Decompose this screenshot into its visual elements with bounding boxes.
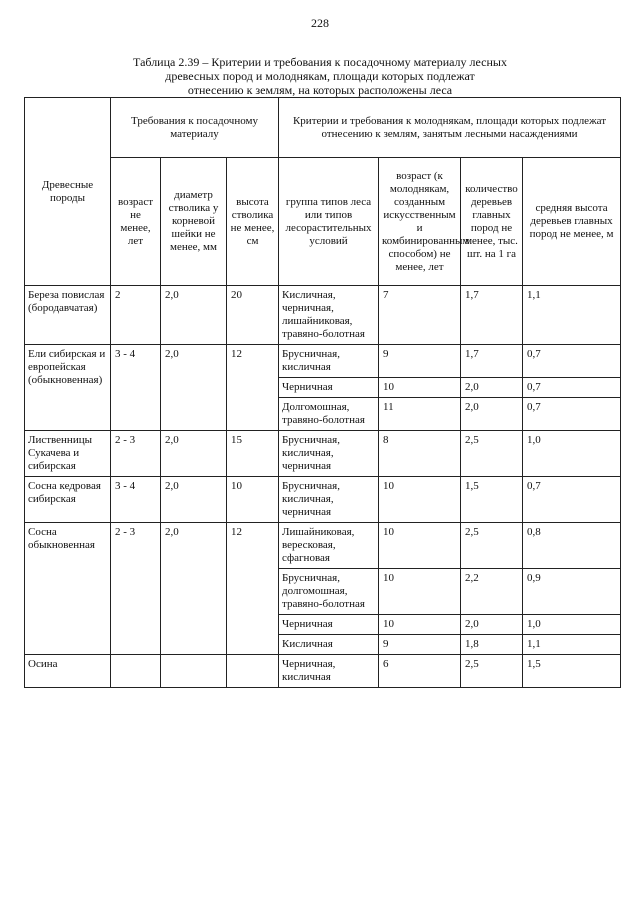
height-cell: 10 <box>227 477 279 523</box>
species-cell: Ели сибирская и европейская (обыкновенная) <box>25 345 111 431</box>
header-avg-height: средняя высота деревьев главных пород не менее, м <box>523 158 621 286</box>
forest-type-cell: Брусничная, кисличная, черничная <box>279 477 379 523</box>
forest-type-cell: Черничная <box>279 378 379 398</box>
height-cell: 15 <box>227 431 279 477</box>
header-planting-material: Требования к посадочному материалу <box>111 98 279 158</box>
avg-height-cell: 1,1 <box>523 635 621 655</box>
age-cell <box>111 655 161 688</box>
count-cell: 1,5 <box>461 477 523 523</box>
count-cell: 2,5 <box>461 431 523 477</box>
forest-type-cell: Черничная <box>279 615 379 635</box>
table-row <box>25 523 621 569</box>
avg-height-cell: 1,1 <box>523 286 621 345</box>
count-cell: 1,8 <box>461 635 523 655</box>
age-cell: 3 - 4 <box>111 477 161 523</box>
table-body <box>25 286 621 688</box>
species-cell: Лиственницы Сукачева и сибирская <box>25 431 111 477</box>
header-count: количество деревьев главных пород не менее, тыс. шт. на 1 га <box>461 158 523 286</box>
caption-line: древесных пород и молоднякам, площади которых подлежат <box>165 69 475 83</box>
header-age: возраст не менее, лет <box>111 158 161 286</box>
criteria-table <box>24 97 621 688</box>
young-age-cell: 11 <box>379 398 461 431</box>
avg-height-cell: 0,9 <box>523 569 621 615</box>
header-young-stands: Критерии и требования к молоднякам, площади которых подлежат отнесению к землям, занятым лесными насаждениями <box>279 98 621 158</box>
young-age-cell: 8 <box>379 431 461 477</box>
avg-height-cell: 1,0 <box>523 615 621 635</box>
page-number: 228 <box>311 16 329 30</box>
count-cell: 2,2 <box>461 569 523 615</box>
age-cell: 2 <box>111 286 161 345</box>
young-age-cell: 6 <box>379 655 461 688</box>
avg-height-cell: 1,5 <box>523 655 621 688</box>
young-age-cell: 9 <box>379 345 461 378</box>
young-age-cell: 10 <box>379 615 461 635</box>
age-cell: 2 - 3 <box>111 523 161 655</box>
count-cell: 1,7 <box>461 345 523 378</box>
forest-type-cell: Черничная, кисличная <box>279 655 379 688</box>
species-cell: Осина <box>25 655 111 688</box>
forest-type-cell: Брусничная, кисличная <box>279 345 379 378</box>
age-cell: 2 - 3 <box>111 431 161 477</box>
header-forest-type: группа типов леса или типов лесорастительных условий <box>279 158 379 286</box>
height-cell: 12 <box>227 345 279 431</box>
young-age-cell: 9 <box>379 635 461 655</box>
forest-type-cell: Брусничная, долгомошная, травяно-болотная <box>279 569 379 615</box>
diameter-cell: 2,0 <box>161 477 227 523</box>
forest-type-cell: Лишайниковая, вересковая, сфагновая <box>279 523 379 569</box>
young-age-cell: 10 <box>379 477 461 523</box>
caption-line: отнесению к землям, на которых расположены леса <box>187 83 453 97</box>
avg-height-cell: 0,7 <box>523 378 621 398</box>
diameter-cell <box>161 655 227 688</box>
age-cell: 3 - 4 <box>111 345 161 431</box>
header-height: высота стволика не менее, см <box>227 158 279 286</box>
count-cell: 2,0 <box>461 615 523 635</box>
diameter-cell: 2,0 <box>161 286 227 345</box>
count-cell: 2,5 <box>461 655 523 688</box>
count-cell: 2,5 <box>461 523 523 569</box>
table-row <box>25 345 621 378</box>
young-age-cell: 10 <box>379 523 461 569</box>
table-row <box>25 655 621 688</box>
forest-type-cell: Долгомошная, травяно-болотная <box>279 398 379 431</box>
header-young-age: возраст (к молоднякам, созданным искусственным и комбинированным способом) не менее, лет <box>379 158 461 286</box>
table-row <box>25 431 621 477</box>
height-cell <box>227 655 279 688</box>
avg-height-cell: 0,7 <box>523 345 621 378</box>
header-diameter: диаметр стволика у корневой шейки не менее, мм <box>161 158 227 286</box>
caption-line: Таблица 2.39 – Критерии и требования к посадочному материалу лесных <box>133 55 507 69</box>
header-species: Древесные породы <box>25 98 111 286</box>
count-cell: 2,0 <box>461 398 523 431</box>
height-cell: 20 <box>227 286 279 345</box>
count-cell: 1,7 <box>461 286 523 345</box>
avg-height-cell: 0,7 <box>523 398 621 431</box>
table-caption <box>60 55 580 97</box>
avg-height-cell: 1,0 <box>523 431 621 477</box>
forest-type-cell: Кисличная, черничная, лишайниковая, травяно-болотная <box>279 286 379 345</box>
count-cell: 2,0 <box>461 378 523 398</box>
height-cell: 12 <box>227 523 279 655</box>
forest-type-cell: Кисличная <box>279 635 379 655</box>
species-cell: Сосна обыкновенная <box>25 523 111 655</box>
avg-height-cell: 0,7 <box>523 477 621 523</box>
diameter-cell: 2,0 <box>161 345 227 431</box>
table-row <box>25 286 621 345</box>
avg-height-cell: 0,8 <box>523 523 621 569</box>
species-cell: Береза повислая (бородавчатая) <box>25 286 111 345</box>
forest-type-cell: Брусничная, кисличная, черничная <box>279 431 379 477</box>
table-row <box>25 477 621 523</box>
diameter-cell: 2,0 <box>161 523 227 655</box>
young-age-cell: 10 <box>379 569 461 615</box>
species-cell: Сосна кедровая сибирская <box>25 477 111 523</box>
young-age-cell: 7 <box>379 286 461 345</box>
young-age-cell: 10 <box>379 378 461 398</box>
diameter-cell: 2,0 <box>161 431 227 477</box>
